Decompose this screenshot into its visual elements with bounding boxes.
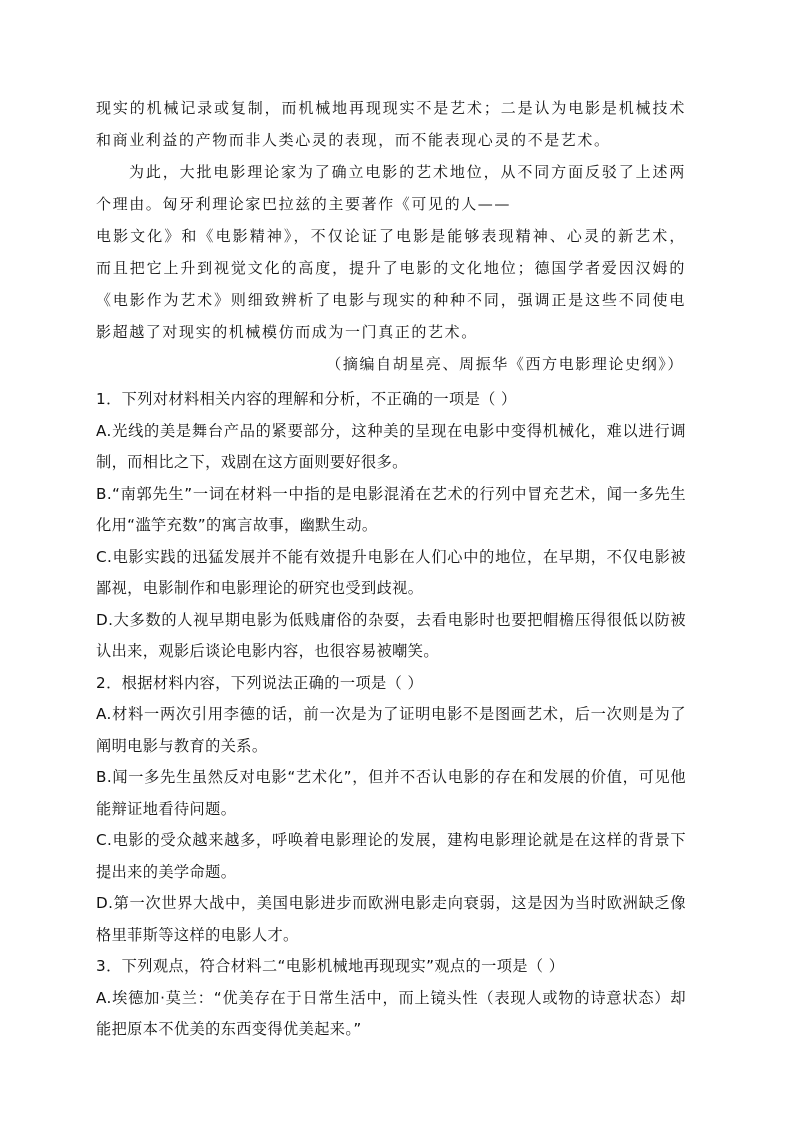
answer-option-d: D.第一次世界大战中，美国电影进步而欧洲电影走向衰弱，这是因为当时欧洲缺乏像格里菲斯等这样的电影人才。 <box>96 894 686 944</box>
answer-option-a: A.埃德加·莫兰：“优美存在于日常生活中，而上镜头性（表现人或物的诗意状态）却能把原本不优美的东西变得优美起来。” <box>96 988 686 1038</box>
answer-option-d: D.大多数的人视早期电影为低贱庸俗的杂耍，去看电影时也要把帽檐压得很低以防被认出来，观影后谈论电影内容，也很容易被嘲笑。 <box>96 610 686 660</box>
question-stem: 3．下列观点，符合材料二“电影机械地再现现实”观点的一项是（ ） <box>96 957 565 975</box>
passage-source: （摘编自胡星亮、周振华《西方电影理论史纲》） <box>326 355 684 373</box>
question-block <box>96 668 686 952</box>
question-block <box>96 951 686 1046</box>
answer-option-a: A.材料一两次引用李德的话，前一次是为了证明电影不是图画艺术，后一次则是为了阐明电影与教育的关系。 <box>96 705 686 755</box>
question-stem: 2．根据材料内容，下列说法正确的一项是（ ） <box>96 673 424 692</box>
passage-paragraph: 为此，大批电影理论家为了确立电影的艺术地位，从不同方面反驳了上述两个理由。匈牙利理论家巴拉兹的主要著作《可见的人—— <box>96 163 686 213</box>
question-list <box>96 384 686 1046</box>
question-block <box>96 384 686 668</box>
answer-option-b: B.“南郭先生”一词在材料一中指的是电影混淆在艺术的行列中冒充艺术，闻一多先生化用“滥竽充数”的寓言故事，幽默生动。 <box>96 484 686 534</box>
passage-paragraph: 现实的机械记录或复制，而机械地再现现实不是艺术；二是认为电影是机械技术和商业利益的产物而非人类心灵的表现，而不能表现心灵的不是艺术。 <box>96 99 686 149</box>
answer-option-a: A.光线的美是舞台产品的紧要部分，这种美的呈现在电影中变得机械化，难以进行调制，而相比之下，戏剧在这方面则要好很多。 <box>96 421 686 471</box>
answer-option-c: C.电影的受众越来越多，呼唤着电影理论的发展，建构电影理论就是在这样的背景下提出来的美学命题。 <box>96 831 686 881</box>
answer-option-c: C.电影实践的迅猛发展并不能有效提升电影在人们心中的地位，在早期，不仅电影被鄙视，电影制作和电影理论的研究也受到歧视。 <box>96 547 686 597</box>
reading-passage <box>96 92 686 380</box>
question-stem: 1．下列对材料相关内容的理解和分析，不正确的一项是（ ） <box>96 390 517 408</box>
answer-option-b: B.闻一多先生虽然反对电影“艺术化”，但并不否认电影的存在和发展的价值，可见他能辩证地看待问题。 <box>96 768 686 818</box>
passage-paragraph: 电影文化》和《电影精神》，不仅论证了电影是能够表现精神、心灵的新艺术，而且把它上升到视觉文化的高度，提升了电影的文化地位；德国学者爱因汉姆的《电影作为艺术》则细致辨析了电影与现实的种种不同，强调正是这些不同使电影超越了对现实的机械模仿而成为一门真正的艺术。 <box>96 227 686 341</box>
